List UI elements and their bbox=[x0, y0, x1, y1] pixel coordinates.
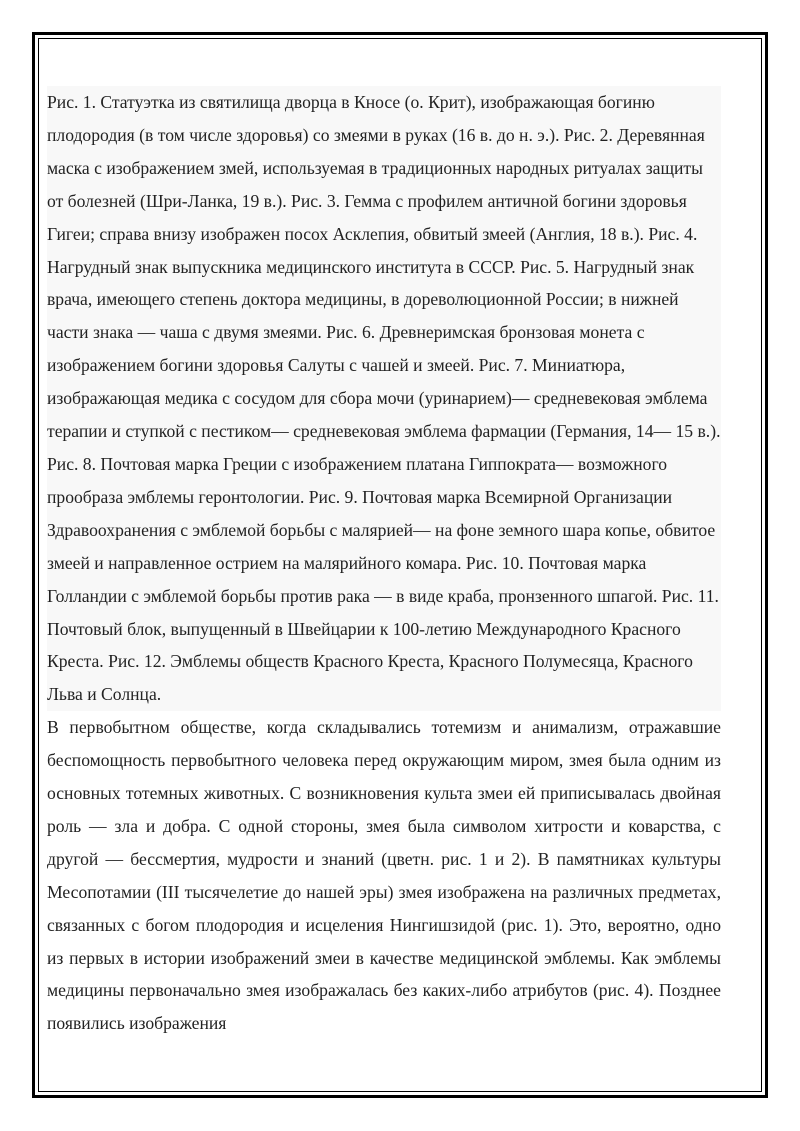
figure-captions: Рис. 1. Статуэтка из святилища дворца в Кносе (о. Крит), изображающая богиню плодородия (в том числе здоровья) со змеями в руках (16 в. до н. э.). Рис. 2. Деревянная маска с изображением змей, используемая в традиционных народных ритуалах защиты от болезней (Шри-Ланка, 19 в.). Рис. 3. Гемма с профилем античной богини здоровья Гигеи; справа внизу изображен посох Асклепия, обвитый змеей (Англия, 18 в.). Рис. 4. Нагрудный знак выпускника медицинского института в СССР. Рис. 5. Нагрудный знак врача, имеющего степень доктора медицины, в дореволюционной России; в нижней части знака — чаша с двумя змеями. Рис. 6. Древнеримская бронзовая монета с изображением богини здоровья Салуты с чашей и змеей. Рис. 7. Миниатюра, изображающая медика с сосудом для сбора мочи (уринарием)— средневековая эмблема терапии и ступкой с пестиком— средневековая эмблема фармации (Германия, 14— 15 в.). Рис. 8. Почтовая марка Греции с изображением платана Гиппократа— возможного прообраза эмблемы геронтологии. Рис. 9. Почтовая марка Всемирной Организации Здравоохранения с эмблемой борьбы с малярией— на фоне земного шара копье, обвитое змеей и направленное острием на малярийного комара. Рис. 10. Почтовая марка Голландии с эмблемой борьбы против рака — в виде краба, пронзенного шпагой. Рис. 11. Почтовый блок, выпущенный в Швейцарии к 100-летию Международного Красного Креста. Рис. 12. Эмблемы обществ Красного Креста, Красного Полумесяца, Красного Льва и Солнца. bbox=[47, 86, 721, 711]
page-content bbox=[47, 86, 721, 1045]
body-paragraph: В первобытном обществе, когда складывались тотемизм и анимализм, отражавшие беспомощность первобытного человека перед окружающим миром, змея была одним из основных тотемных животных. С возникновения культа змеи ей приписывалась двойная роль — зла и добра. С одной стороны, змея была символом хитрости и коварства, с другой — бессмертия, мудрости и знаний (цветн. рис. 1 и 2). В памятниках культуры Месопотамии (III тысячелетие до нашей эры) змея изображена на различных предметах, связанных с богом плодородия и исцеления Нингишзидой (рис. 1). Это, вероятно, одно из первых в истории изображений змеи в качестве медицинской эмблемы. Как эмблемы медицины первоначально змея изображалась без каких-либо атрибутов (рис. 4). Позднее появились изображения bbox=[47, 717, 721, 1034]
